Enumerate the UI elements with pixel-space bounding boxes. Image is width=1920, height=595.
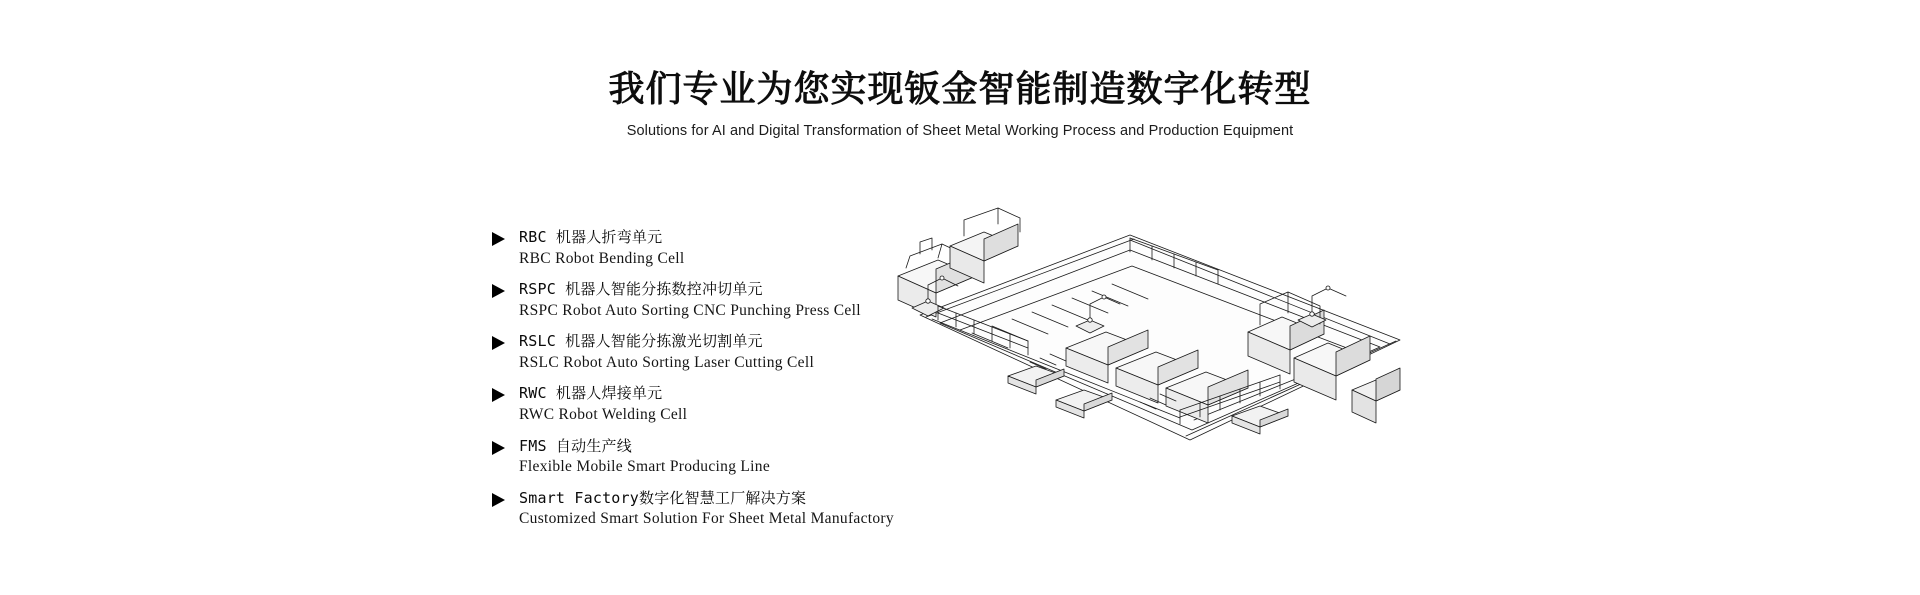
page-header xyxy=(0,70,1920,139)
list-item xyxy=(492,280,912,320)
list-item-label-en: RSLC Robot Auto Sorting Laser Cutting Cell xyxy=(519,354,815,371)
production-line-drawing xyxy=(880,180,1440,500)
list-item-label-cn: Smart Factory数字化智慧工厂解决方案 xyxy=(519,488,807,507)
page-subtitle: Solutions for AI and Digital Transformation of Sheet Metal Working Process and Production Equipment xyxy=(626,122,1294,139)
list-item-label-cn: RSLC 机器人智能分拣激光切割单元 xyxy=(519,332,763,351)
list-item-label-en: Customized Smart Solution For Sheet Metal Manufactory xyxy=(519,510,894,528)
triangle-bullet-icon xyxy=(492,284,505,298)
list-item xyxy=(492,437,912,477)
solution-list xyxy=(492,228,912,541)
production-line-illustration xyxy=(880,180,1440,500)
list-item-label-cn: RSPC 机器人智能分拣数控冲切单元 xyxy=(519,280,763,299)
list-item-label-cn: RWC 机器人焊接单元 xyxy=(519,384,663,403)
list-item xyxy=(492,384,912,424)
list-item xyxy=(492,228,912,268)
list-item-label-en: RBC Robot Bending Cell xyxy=(519,249,685,267)
list-item xyxy=(492,332,912,372)
list-item-label-cn: RBC 机器人折弯单元 xyxy=(519,228,663,246)
list-item-label-cn: FMS 自动生产线 xyxy=(519,436,632,455)
list-item-label-en: Flexible Mobile Smart Producing Line xyxy=(519,458,771,476)
triangle-bullet-icon xyxy=(492,232,505,246)
page-title: 我们专业为您实现钣金智能制造数字化转型 xyxy=(608,69,1312,110)
triangle-bullet-icon xyxy=(492,493,505,507)
triangle-bullet-icon xyxy=(492,441,505,455)
list-item-label-en: RWC Robot Welding Cell xyxy=(519,406,688,424)
list-item xyxy=(492,489,912,529)
list-item-label-en: RSPC Robot Auto Sorting CNC Punching Press Cell xyxy=(519,301,861,319)
triangle-bullet-icon xyxy=(492,336,505,350)
triangle-bullet-icon xyxy=(492,388,505,402)
